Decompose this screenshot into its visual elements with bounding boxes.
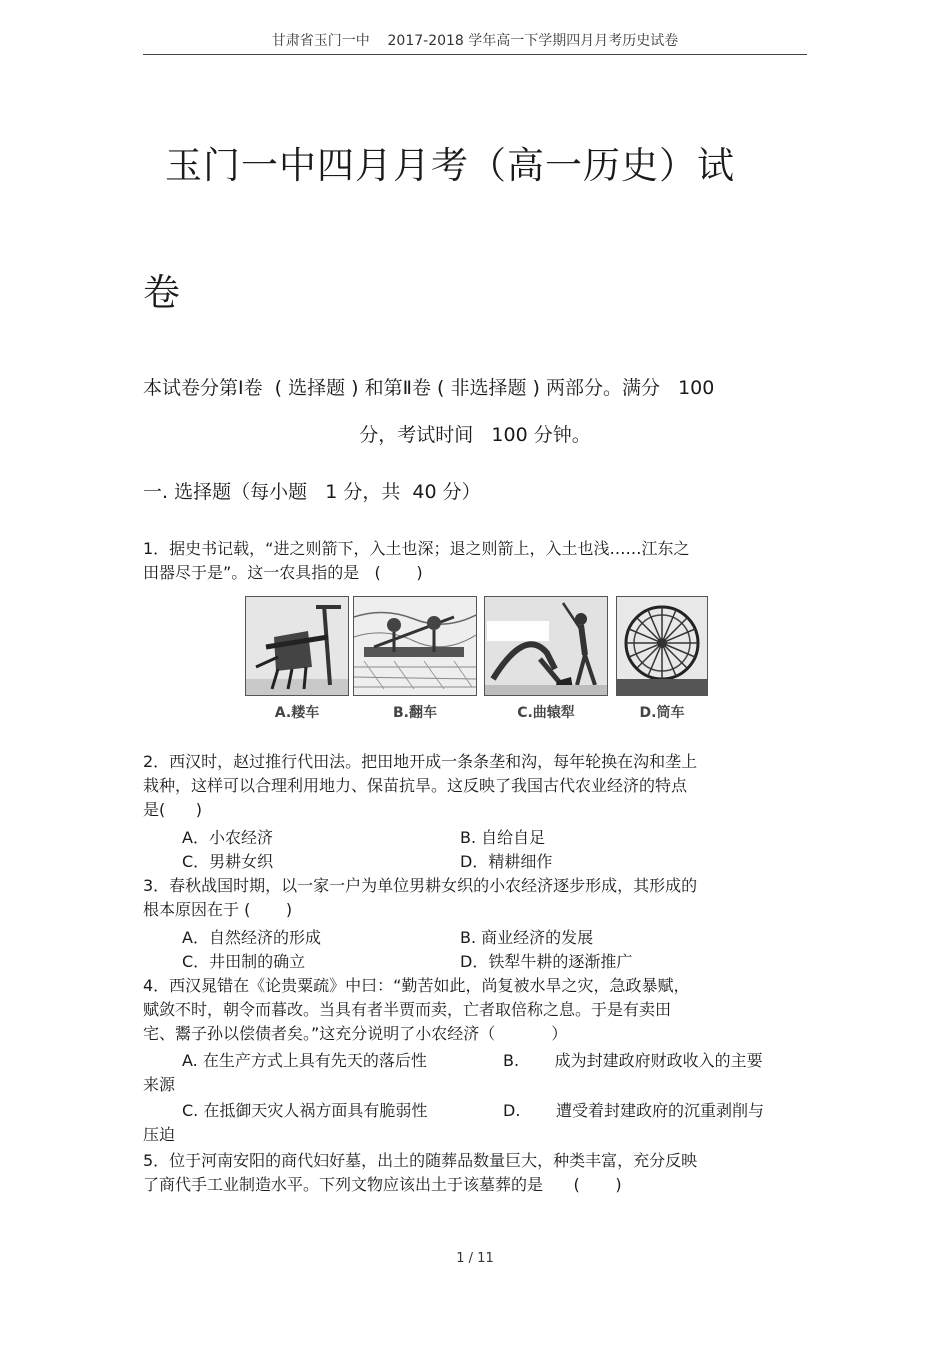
exam-instructions-line-2: 分，考试时间 100 分钟。 bbox=[359, 424, 591, 446]
question-4-line-3: 宅、鬻子孙以偿债者矣。”这充分说明了小农经济（ ） bbox=[143, 1024, 568, 1043]
page-number: 1 / 11 bbox=[456, 1251, 494, 1266]
question-4-option-d: D. 遭受着封建政府的沉重剥削与 bbox=[503, 1101, 765, 1120]
exam-title-line-2: 卷 bbox=[143, 271, 180, 314]
question-3-line-2: 根本原因在于 ( ) bbox=[143, 900, 293, 919]
figure-caption-b: B.翻车 bbox=[393, 705, 437, 721]
question-4-option-c: C. 在抵御天灾人祸方面具有脆弱性 bbox=[182, 1101, 428, 1120]
question-2-option-a: A．小农经济 bbox=[182, 828, 273, 847]
question-5-line-2: 了商代手工业制造水平。下列文物应该出土于该墓葬的是 ( ) bbox=[143, 1175, 622, 1194]
square-pallet-chain-pump-icon bbox=[353, 596, 477, 696]
question-4-line-1: 4．西汉晁错在《论贵粟疏》中曰：“勤苦如此，尚复被水旱之灾，急政暴赋， bbox=[143, 976, 690, 995]
question-2-line-2: 栽种，这样可以合理利用地力、保苗抗旱。这反映了我国古代农业经济的特点 bbox=[143, 776, 688, 795]
question-3-option-d: D．铁犁牛耕的逐渐推广 bbox=[460, 952, 633, 971]
question-3-option-c: C．井田制的确立 bbox=[182, 952, 306, 971]
question-4-option-b-continued: 来源 bbox=[143, 1075, 176, 1094]
question-4-option-a: A. 在生产方式上具有先天的落后性 bbox=[182, 1051, 427, 1070]
section-title: 一. 选择题（每小题 1 分，共 40 分） bbox=[143, 481, 481, 503]
question-4-line-2: 赋敛不时，朝令而暮改。当具有者半贾而卖，亡者取倍称之息。于是有卖田 bbox=[143, 1000, 672, 1019]
question-1-line-2: 田器尽于是”。这一农具指的是 ( ) bbox=[143, 563, 423, 582]
water-wheel-icon bbox=[616, 596, 708, 696]
question-2-option-b: B. 自给自足 bbox=[460, 828, 546, 847]
question-3-option-b: B. 商业经济的发展 bbox=[460, 928, 594, 947]
question-4-option-d-continued: 压迫 bbox=[143, 1125, 176, 1144]
question-2-option-c: C．男耕女织 bbox=[182, 852, 274, 871]
question-3-option-a: A．自然经济的形成 bbox=[182, 928, 321, 947]
exam-instructions-line-1: 本试卷分第Ⅰ卷 ( 选择题 ) 和第Ⅱ卷 ( 非选择题 ) 两部分。满分 100 bbox=[143, 377, 715, 399]
question-4-option-b: B. 成为封建政府财政收入的主要 bbox=[503, 1051, 763, 1070]
question-1-line-1: 1．据史书记载，“进之则箭下，入土也深；退之则箭上，入土也浅……江东之 bbox=[143, 539, 690, 558]
exam-title-line-1: 玉门一中四月月考（高一历史）试 bbox=[165, 144, 735, 187]
curved-shaft-plow-icon bbox=[484, 596, 608, 696]
question-2-line-1: 2．西汉时，赵过推行代田法。把田地开成一条条垄和沟，每年轮换在沟和垄上 bbox=[143, 752, 698, 771]
question-3-line-1: 3．春秋战国时期，以一家一户为单位男耕女织的小农经济逐步形成，其形成的 bbox=[143, 876, 698, 895]
figure-caption-d: D.筒车 bbox=[639, 705, 685, 721]
question-2-option-d: D．精耕细作 bbox=[460, 852, 553, 871]
page-header: 甘肃省玉门一中 2017-2018 学年高一下学期四月月考历史试卷 bbox=[271, 33, 679, 49]
figure-caption-a: A.耧车 bbox=[274, 705, 320, 721]
figure-caption-c: C.曲辕犁 bbox=[517, 705, 575, 721]
question-2-line-3: 是( ) bbox=[143, 800, 203, 819]
question-5-line-1: 5．位于河南安阳的商代妇好墓，出土的随葬品数量巨大，种类丰富，充分反映 bbox=[143, 1151, 698, 1170]
seed-drill-icon bbox=[245, 596, 349, 696]
header-divider bbox=[143, 54, 807, 55]
